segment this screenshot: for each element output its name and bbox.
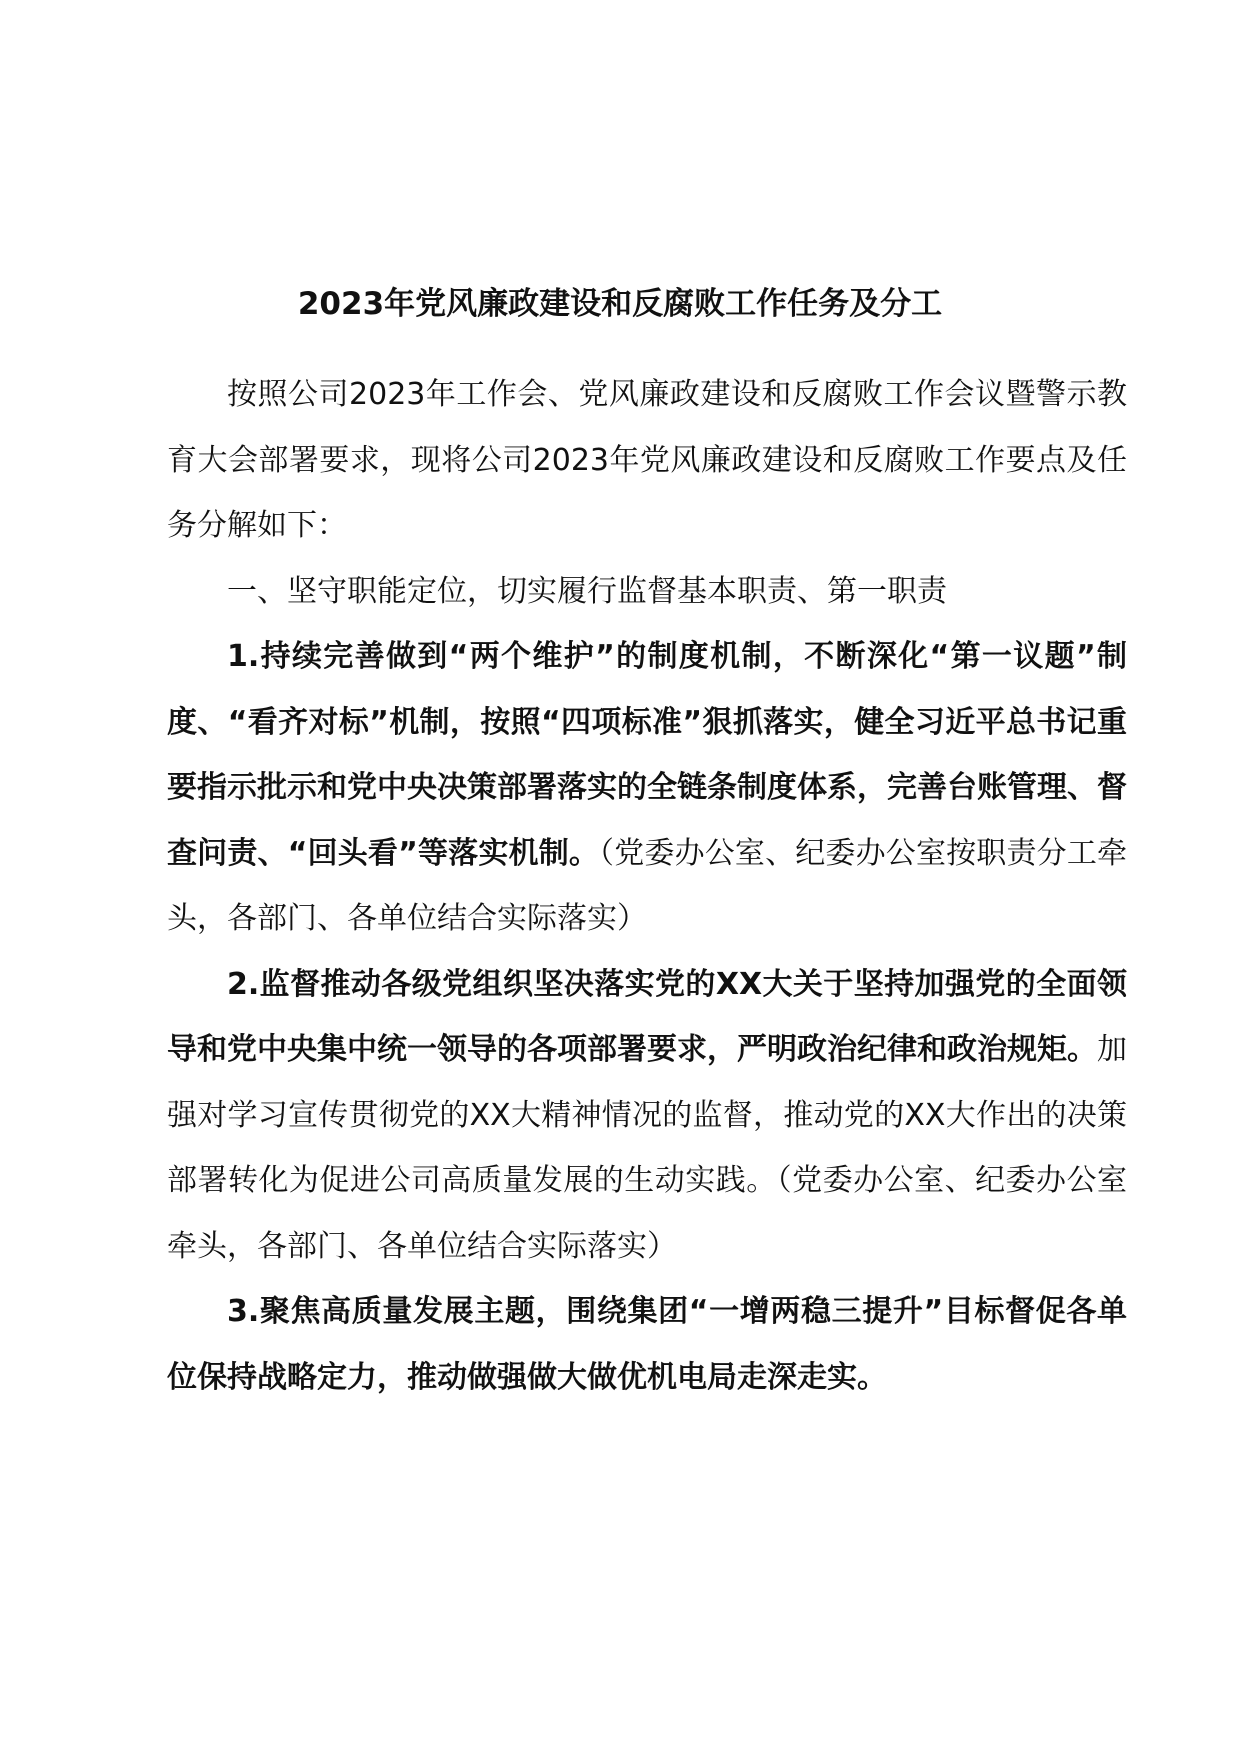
section-1-heading: 一、坚守职能定位，切实履行监督基本职责、第一职责 bbox=[227, 573, 947, 609]
document-title: 2023年党风廉政建设和反腐败工作任务及分工 bbox=[297, 286, 943, 322]
item-3-emphasis: 3.聚焦高质量发展主题，围绕集团“一增两稳三提升”目标督促各单位保持战略定力，推动做强做大做优机电局走深走实。 bbox=[167, 1294, 1127, 1395]
item-2-detail: 加强对学习宣传贯彻党的XX大精神情况的监督，推动党的XX大作出的决策部署转化为促进公司高质量发展的生动实践。（党委办公室、纪委办公室牵头，各部门、各单位结合实际落实） bbox=[167, 1032, 1127, 1264]
item-1-responsibility: （党委办公室、纪委办公室按职责分工牵头，各部门、各单位结合实际落实） bbox=[167, 835, 1128, 936]
intro-paragraph: 按照公司2023年工作会、党风廉政建设和反腐败工作会议暨警示教育大会部署要求，现将公司2023年党风廉政建设和反腐败工作要点及任务分解如下： bbox=[167, 377, 1127, 543]
item-2-paragraph bbox=[167, 952, 1127, 1280]
item-1-emphasis: 1.持续完善做到“两个维护”的制度机制，不断深化“第一议题”制度、“看齐对标”机制，按照“四项标准”狠抓落实，健全习近平总书记重要指示批示和党中央决策部署落实的全链条制度体系，完善台账管理、督查问责、“回头看”等落实机制。 bbox=[167, 639, 1127, 871]
item-1-paragraph bbox=[167, 624, 1127, 952]
document-body bbox=[167, 362, 1127, 1410]
item-2-emphasis: 2.监督推动各级党组织坚决落实党的XX大关于坚持加强党的全面领导和党中央集中统一领导的各项部署要求，严明政治纪律和政治规矩。 bbox=[167, 966, 1127, 1067]
item-3-paragraph bbox=[167, 1279, 1127, 1410]
